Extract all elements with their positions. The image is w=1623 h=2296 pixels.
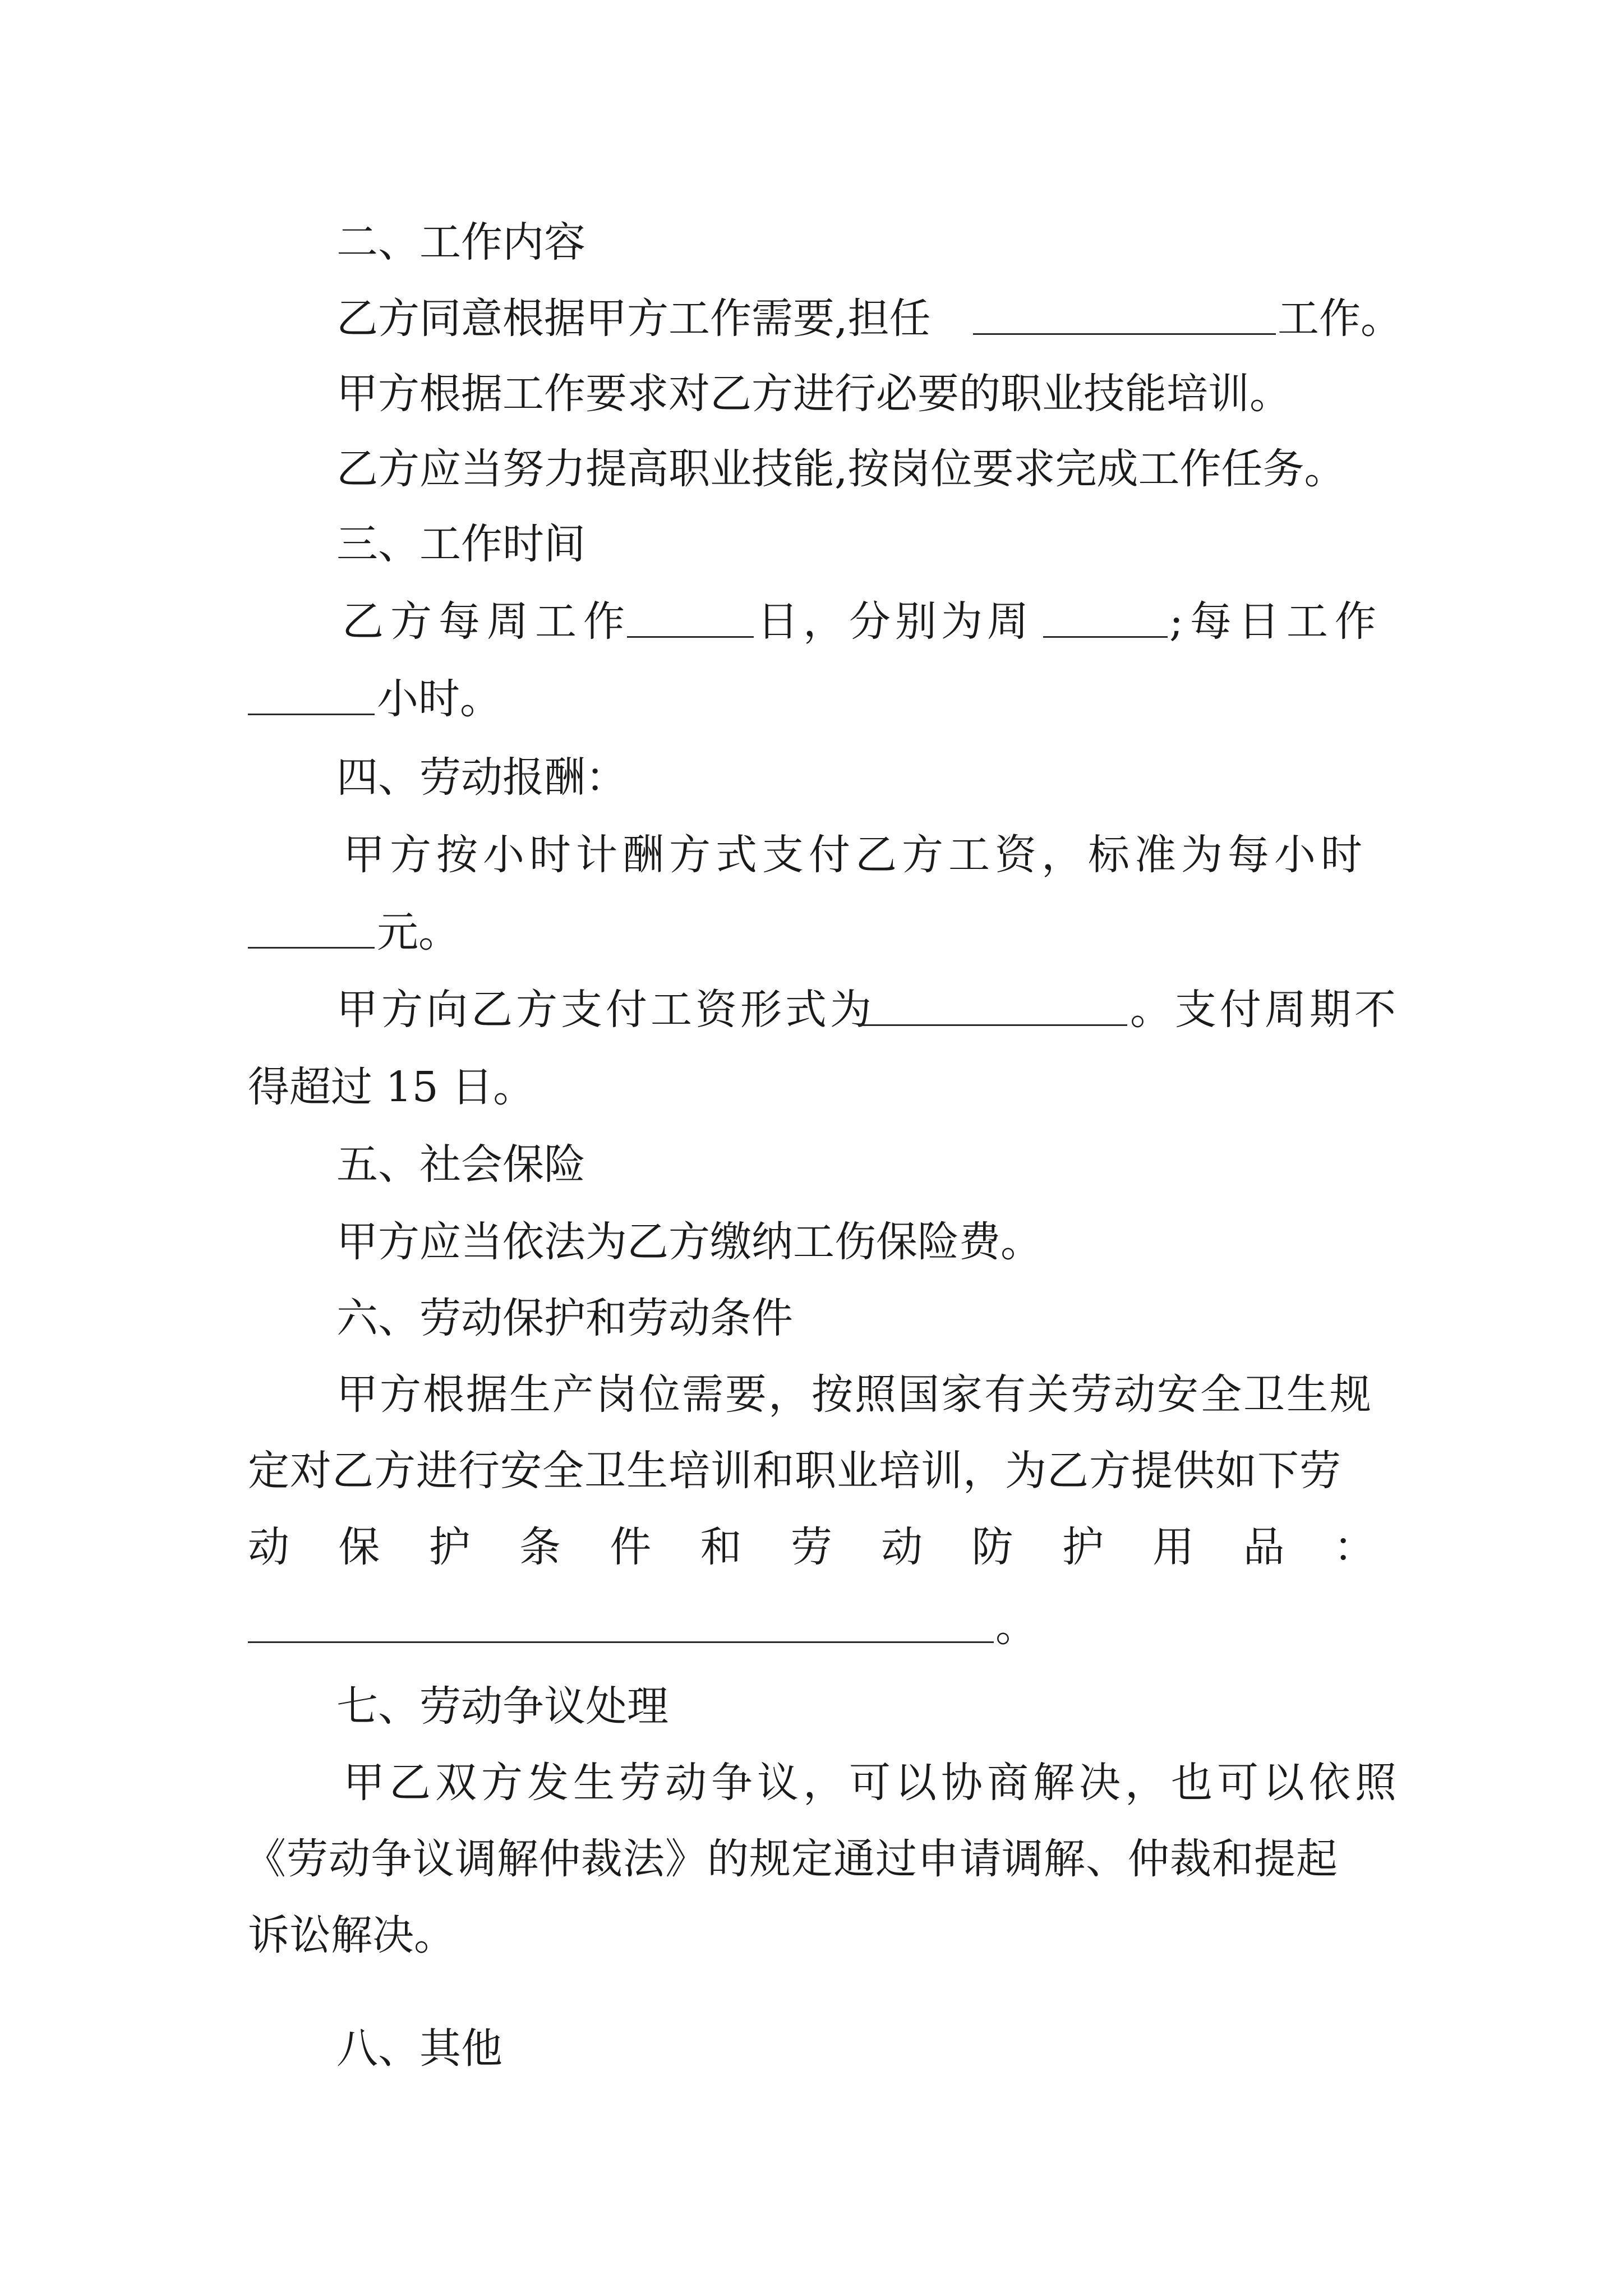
justified-char: 护	[428, 1523, 471, 1571]
paragraph-line	[0, 1593, 1623, 1660]
heading-text: 五、社会保险	[336, 1140, 585, 1189]
heading-text: 三、工作时间	[336, 520, 585, 568]
paragraph-text: 定对乙方进行安全卫生培训和职业培训，为乙方提供如下劳	[248, 1447, 1341, 1495]
justified-char: 和	[700, 1523, 742, 1571]
paragraph-line	[0, 1208, 1623, 1276]
justified-char: 劳	[790, 1523, 832, 1571]
paragraph-line	[0, 1902, 1623, 1969]
paragraph-text: 乙方应当努力提高职业技能,按岗位要求完成工作任务。	[336, 445, 1346, 493]
blank-field	[248, 674, 375, 715]
blank-field	[973, 294, 1276, 335]
paragraph-text: 甲乙双方发生劳动争议，可以协商解决，也可以依照	[343, 1759, 1401, 1807]
paragraph-line	[0, 285, 1623, 352]
section-heading	[0, 744, 1623, 811]
section-heading	[0, 1285, 1623, 1352]
heading-text: 七、劳动争议处理	[336, 1682, 668, 1731]
paragraph-line	[0, 1825, 1623, 1893]
heading-text: 六、劳动保护和劳动条件	[336, 1294, 793, 1342]
justified-char: 保	[338, 1523, 380, 1571]
paragraph-text: 。	[995, 1603, 1037, 1651]
paragraph-line	[0, 665, 1623, 733]
blank-field	[248, 1602, 994, 1643]
paragraph-line	[0, 435, 1623, 503]
justified-char: 用	[1152, 1523, 1195, 1571]
paragraph-text: 甲方根据工作要求对乙方进行必要的职业技能培训。	[336, 370, 1291, 418]
justified-char: 品	[1243, 1523, 1285, 1571]
justified-char: 护	[1062, 1523, 1104, 1571]
heading-text: 八、其他	[336, 2024, 502, 2073]
justified-char: 防	[971, 1523, 1013, 1571]
section-heading	[0, 1673, 1623, 1740]
justified-char: ：	[1333, 1523, 1375, 1571]
paragraph-text: 诉讼解决。	[248, 1911, 455, 1959]
paragraph-text: 甲方向乙方支付工资形式为	[336, 986, 875, 1034]
paragraph-line	[0, 899, 1623, 966]
paragraph-text: 乙方同意根据甲方工作需要,担任	[336, 295, 931, 343]
blank-field	[1043, 597, 1168, 638]
paragraph-line	[0, 1437, 1623, 1504]
paragraph-text: 日，分别为周	[757, 597, 1033, 646]
section-heading	[0, 510, 1623, 578]
blank-field	[859, 985, 1127, 1026]
section-heading	[0, 209, 1623, 276]
justified-char: 动	[248, 1523, 289, 1571]
paragraph-text: ;每日工作	[1169, 597, 1383, 646]
justified-char: 条	[519, 1523, 561, 1571]
justified-char: 动	[881, 1523, 923, 1571]
paragraph-text: 乙方每周工作	[342, 597, 631, 646]
paragraph-line	[0, 1749, 1623, 1816]
section-heading	[0, 2015, 1623, 2082]
heading-text: 四、劳动报酬：	[336, 753, 627, 802]
paragraph-text: 。支付周期不	[1130, 986, 1399, 1034]
blank-field	[248, 908, 375, 949]
paragraph-text: 工作。	[1278, 295, 1402, 343]
paragraph-line	[0, 1361, 1623, 1428]
paragraph-line	[0, 588, 1623, 655]
section-heading	[0, 1131, 1623, 1198]
blank-field	[627, 597, 754, 638]
paragraph-text: 小时。	[377, 675, 501, 723]
paragraph-line	[0, 360, 1623, 427]
paragraph-text: 元。	[377, 908, 460, 956]
paragraph-line	[0, 821, 1623, 889]
paragraph-line	[0, 1053, 1623, 1121]
paragraph-text: 甲方根据生产岗位需要，按照国家有关劳动安全卫生规	[336, 1370, 1373, 1419]
heading-text: 二、工作内容	[336, 218, 585, 266]
paragraph-text: 得超过 15 日。	[248, 1063, 535, 1111]
justified-line	[248, 1513, 1375, 1581]
paragraph-text: 甲方按小时计酬方式支付乙方工资，标准为每小时	[343, 831, 1367, 879]
paragraph-text: 甲方应当依法为乙方缴纳工伤保险费。	[336, 1218, 1042, 1266]
paragraph-line	[0, 976, 1623, 1043]
paragraph-text: 《劳动争议调解仲裁法》的规定通过申请调解、仲裁和提起	[245, 1835, 1338, 1883]
justified-char: 件	[610, 1523, 652, 1571]
